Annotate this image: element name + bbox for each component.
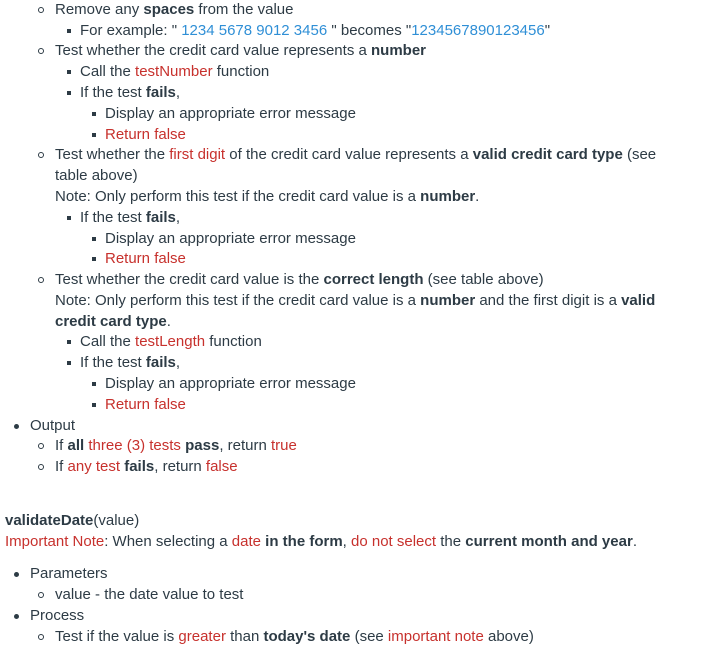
text-highlight: date xyxy=(231,533,261,550)
text: than xyxy=(225,628,264,645)
text-highlight: greater xyxy=(178,628,226,645)
text-bold: spaces xyxy=(143,1,195,18)
text: , xyxy=(175,354,181,371)
text: , return xyxy=(154,458,206,475)
text: . xyxy=(166,313,171,330)
text: , xyxy=(175,209,181,226)
text: . xyxy=(475,188,480,205)
text-bold: in the form xyxy=(265,533,343,550)
text-bold: fails xyxy=(145,354,176,371)
square-bullet-icon xyxy=(92,257,96,261)
text: " becomes " xyxy=(331,22,412,39)
text: Test whether the credit card value represents a xyxy=(55,42,371,59)
disc-bullet-icon xyxy=(14,614,19,619)
text: Test if the value is xyxy=(55,628,179,645)
text: (see table above) xyxy=(423,271,544,288)
text: Note: Only perform this test if the credit card value is a xyxy=(55,188,421,205)
text-highlight: important note xyxy=(387,628,484,645)
function-name: testNumber xyxy=(135,63,213,80)
text-bold: correct length xyxy=(323,271,424,288)
text: (see xyxy=(622,146,657,163)
square-bullet-icon xyxy=(67,340,71,344)
text-highlight: three xyxy=(88,437,123,454)
text-highlight: any test xyxy=(67,458,121,475)
function-heading-name: validateDate xyxy=(5,512,94,529)
square-bullet-icon xyxy=(67,216,71,220)
text-bold: valid credit card type xyxy=(472,146,623,163)
text: Call the xyxy=(80,333,136,350)
circle-bullet-icon xyxy=(38,152,44,158)
square-bullet-icon xyxy=(92,112,96,116)
text: " xyxy=(544,22,551,39)
text-highlight: first digit xyxy=(169,146,226,163)
text: function xyxy=(212,63,270,80)
text: Output xyxy=(30,417,76,434)
text-highlight: false xyxy=(205,458,238,475)
circle-bullet-icon xyxy=(38,634,44,640)
text-highlight: (3) xyxy=(122,437,150,454)
text: from the value xyxy=(194,1,294,18)
square-bullet-icon xyxy=(67,29,71,33)
text-bold: fails xyxy=(145,84,176,101)
text: If the test xyxy=(80,84,146,101)
text: If xyxy=(55,437,68,454)
text: (see xyxy=(350,628,388,645)
circle-bullet-icon xyxy=(38,443,44,449)
text: value - the date value to test xyxy=(55,586,244,603)
text: For example: " xyxy=(80,22,178,39)
text-highlight: Return false xyxy=(105,396,186,413)
square-bullet-icon xyxy=(92,237,96,241)
text: of the credit card value represents a xyxy=(225,146,473,163)
text: table above) xyxy=(55,167,138,184)
square-bullet-icon xyxy=(92,382,96,386)
text: , xyxy=(342,533,352,550)
text: Test whether the xyxy=(55,146,170,163)
code-sample: 1234 5678 9012 3456 xyxy=(177,22,332,39)
text-bold: pass xyxy=(185,437,220,454)
text: Call the xyxy=(80,63,136,80)
text: : When selecting a xyxy=(104,533,232,550)
text: Display an appropriate error message xyxy=(105,375,356,392)
text: If xyxy=(55,458,68,475)
text-bold: fails xyxy=(145,209,176,226)
function-heading-args: (value) xyxy=(93,512,140,529)
text: . xyxy=(632,533,637,550)
text: above) xyxy=(483,628,534,645)
circle-bullet-icon xyxy=(38,592,44,598)
text: Test whether the credit card value is the xyxy=(55,271,324,288)
text: Parameters xyxy=(30,565,108,582)
text: Note: Only perform this test if the credit card value is a xyxy=(55,292,421,309)
text: and the first digit is a xyxy=(475,292,622,309)
text-highlight: tests xyxy=(149,437,181,454)
disc-bullet-icon xyxy=(14,424,19,429)
circle-bullet-icon xyxy=(38,48,44,54)
square-bullet-icon xyxy=(92,133,96,137)
square-bullet-icon xyxy=(67,70,71,74)
text: Process xyxy=(30,607,85,624)
text-highlight: true xyxy=(271,437,297,454)
text-bold: valid xyxy=(621,292,656,309)
function-name: testLength xyxy=(135,333,206,350)
text: If the test xyxy=(80,354,146,371)
text-bold: number xyxy=(420,292,476,309)
text-bold: number xyxy=(371,42,427,59)
disc-bullet-icon xyxy=(14,572,19,577)
text-bold: fails xyxy=(124,458,155,475)
text-bold: all xyxy=(67,437,85,454)
text-bold: today's date xyxy=(263,628,351,645)
text: Remove any xyxy=(55,1,144,18)
square-bullet-icon xyxy=(92,403,96,407)
circle-bullet-icon xyxy=(38,7,44,13)
square-bullet-icon xyxy=(67,361,71,365)
text: , return xyxy=(219,437,271,454)
text: function xyxy=(205,333,262,350)
text-bold: current month and year xyxy=(465,533,633,550)
text-bold: number xyxy=(420,188,476,205)
square-bullet-icon xyxy=(67,91,71,95)
text-highlight: do not select xyxy=(351,533,437,550)
text-bold: credit card type xyxy=(55,313,167,330)
circle-bullet-icon xyxy=(38,277,44,283)
text-highlight: Return false xyxy=(105,250,186,267)
circle-bullet-icon xyxy=(38,464,44,470)
text: the xyxy=(436,533,466,550)
text-highlight: Return false xyxy=(105,126,186,143)
text: Display an appropriate error message xyxy=(105,105,356,122)
text: , xyxy=(175,84,181,101)
text: Display an appropriate error message xyxy=(105,230,356,247)
code-sample: 1234567890123456 xyxy=(411,22,545,39)
text: If the test xyxy=(80,209,146,226)
text-highlight: Important Note xyxy=(5,533,105,550)
